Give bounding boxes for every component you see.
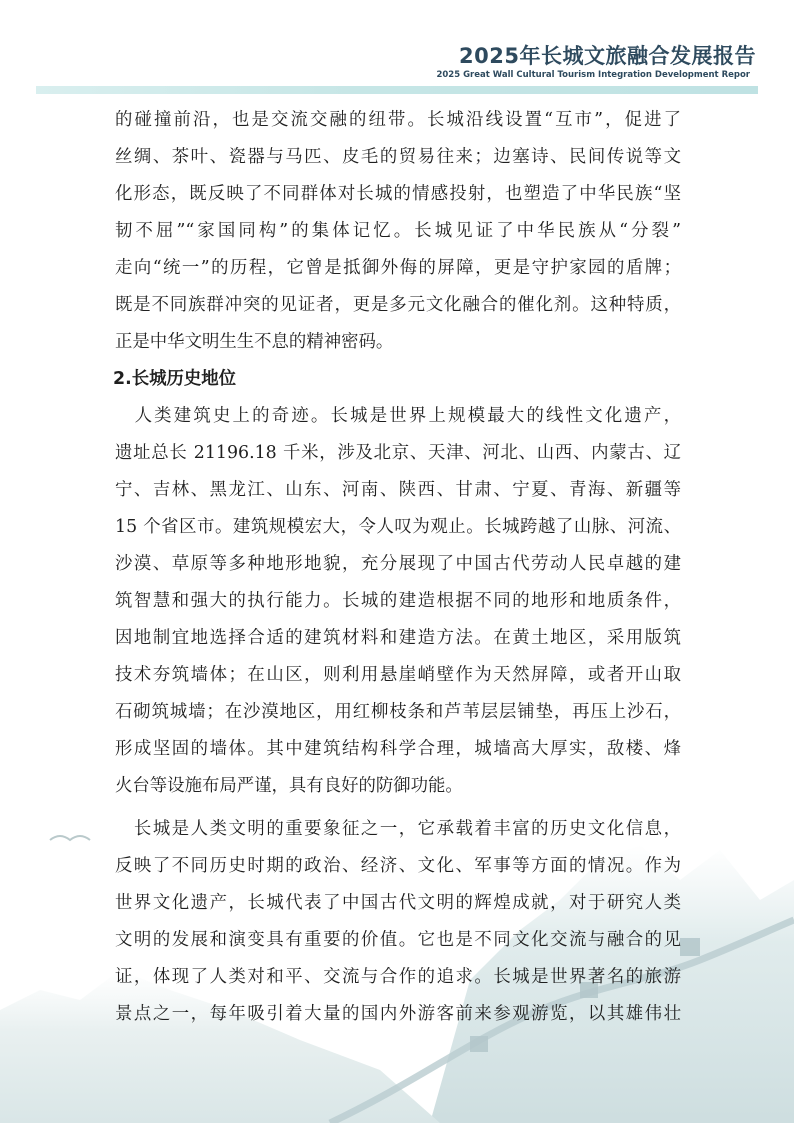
text-line: 世界文化遗产，长城代表了中国古代文明的辉煌成就，对于研究人类: [115, 893, 681, 913]
text-line: 因地制宜地选择合适的建筑材料和建造方法。在黄土地区，采用版筑: [115, 628, 681, 648]
text-line: 人类建筑史上的奇迹。长城是世界上规模最大的线性文化遗产，: [115, 406, 681, 426]
text-line: 反映了不同历史时期的政治、经济、文化、军事等方面的情况。作为: [115, 856, 681, 876]
paragraph-3: [115, 811, 681, 1033]
report-title: 2025年长城文旅融合发展报告: [459, 44, 756, 68]
header-divider: [36, 86, 758, 94]
text-line: 景点之一，每年吸引着大量的国内外游客前来参观游览，以其雄伟壮: [115, 1004, 681, 1024]
bird-icon: [50, 836, 90, 840]
watchtower: [680, 938, 700, 956]
text-line: 15 个省区市。建筑规模宏大，令人叹为观止。长城跨越了山脉、河流、: [115, 517, 681, 537]
text-line: 正是中华文明生生不息的精神密码。: [115, 332, 394, 352]
text-line: 遗址总长 21196.18 千米，涉及北京、天津、河北、山西、内蒙古、辽: [115, 443, 681, 463]
text-line: 证，体现了人类对和平、交流与合作的追求。长城是世界著名的旅游: [115, 967, 681, 987]
text-line: 筑智慧和强大的执行能力。长城的建造根据不同的地形和地质条件，: [115, 591, 681, 611]
watchtower: [470, 1036, 488, 1052]
text-line: 石砌筑城墙；在沙漠地区，用红柳枝条和芦苇层层铺垫，再压上沙石，: [115, 702, 681, 722]
text-line: 丝绸、茶叶、瓷器与马匹、皮毛的贸易往来；边塞诗、民间传说等文: [115, 147, 681, 167]
paragraph-1: [115, 102, 681, 361]
text-line: 宁、吉林、黑龙江、山东、河南、陕西、甘肃、宁夏、青海、新疆等: [115, 480, 681, 500]
text-line: 韧不屈”“家国同构”的集体记忆。长城见证了中华民族从“分裂”: [115, 221, 681, 241]
text-line: 化形态，既反映了不同群体对长城的情感投射，也塑造了中华民族“坚: [115, 184, 681, 204]
text-line: 沙漠、草原等多种地形地貌，充分展现了中国古代劳动人民卓越的建: [115, 554, 681, 574]
report-subtitle: 2025 Great Wall Cultural Tourism Integration Development Repor: [436, 70, 750, 80]
text-line: 火台等设施布局严谨，具有良好的防御功能。: [115, 776, 463, 796]
paragraph-2: [115, 398, 681, 805]
body-text: [115, 102, 681, 1033]
text-line: 形成坚固的墙体。其中建筑结构科学合理，城墙高大厚实，敌楼、烽: [115, 739, 681, 759]
text-line: 技术夯筑墙体；在山区，则利用悬崖峭壁作为天然屏障，或者开山取: [115, 665, 681, 685]
section-heading: 2.长城历史地位: [113, 369, 237, 389]
text-line: 文明的发展和演变具有重要的价值。它也是不同文化交流与融合的见: [115, 930, 681, 950]
text-line: 既是不同族群冲突的见证者，更是多元文化融合的催化剂。这种特质，: [115, 295, 681, 315]
text-line: 走向“统一”的历程，它曾是抵御外侮的屏障，更是守护家园的盾牌；: [115, 258, 681, 278]
text-line: 的碰撞前沿，也是交流交融的纽带。长城沿线设置“互市”，促进了: [115, 110, 681, 130]
text-line: 长城是人类文明的重要象征之一，它承载着丰富的历史文化信息，: [115, 819, 681, 839]
